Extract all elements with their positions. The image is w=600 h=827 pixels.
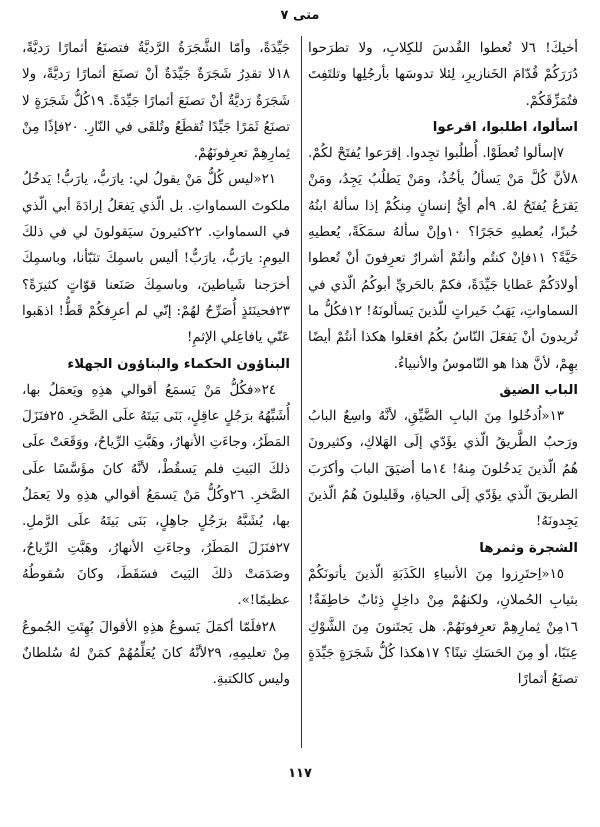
paragraph: ١٣«اُدخُلوا مِنَ البابِ الضَّيِّقِ، لأنَّهُ واسِعٌ البابُ ورَحبٌ الطَّريقُ الّذي يؤَدّي إلَى الهَلاكِ، وكثيرونَ هُمُ الّذينَ يَدخُلونَ مِنهُ! ١٤ما أضيَقَ البابَ وأكرَبَ الطريقَ الّذي يؤَدّي إلَى الحياةِ، وقَليلونَ هُمُ الّذينَ يَجِدونَهُ!: [308, 409, 578, 530]
right-column: [308, 36, 578, 756]
running-head: متى ٧: [280, 8, 320, 23]
paragraph: جَيِّدَةً، وأمّا الشَّجَرَةُ الرَّديَّةُ فتصنَعُ أثمارًا رَديَّةً، ١٨لا تقدِرُ شَجَرَةٌ جَيِّدَةٌ أنْ تصنَعَ أثمارًا رَديَّةً، ولا شَجَرَةٌ رَديَّةٌ أنْ تصنَعَ أثمارًا جَيِّدَةً. ١٩كُلُّ شَجَرَةٍ لا تصنَعُ ثَمَرًا جَيِّدًا تُقطَعُ وتُلقَى في النّارِ. ٢٠فإذًا مِنْ ثِمارِهِمْ تعرِفونَهُمْ.: [22, 41, 290, 162]
section-heading: اسألوا، اطلبوا، اقرعوا: [432, 119, 578, 135]
section-heading: الباب الضيق: [499, 382, 578, 398]
paragraph: ٢١«ليس كُلُّ مَنْ يقولُ لي: يارَبُّ، يارَبُّ! يَدخُلُ ملكوتَ السماواتِ. بل الّذي يَفعَلُ إرادَةَ أبي الّذي في السماواتِ. ٢٢كثيرونَ سيَقولونَ لي في ذلكَ اليومِ: يارَبُّ، يارَبُّ! أليس باسمِكَ تنَبّأنا، وباسمِكَ أخرَجنا شَياطينَ، وباسمِكَ صَنَعنا قوّاتٍ كثيرَةً؟ ٢٣فحينَئذٍ أُصَرِّحُ لهُمْ: إنّي لم أعرِفكُمْ قَطُّ! اذهَبوا عَنّي يافاعِلي الإثمِ!: [22, 172, 290, 346]
page-number: ١١٧: [288, 766, 312, 781]
column-divider: [301, 36, 302, 748]
section-heading: الشجرة وثمرها: [479, 540, 578, 556]
paragraph: ١٥«اِحتَرِزوا مِنَ الأنبياءِ الكَذَبَةِ الّذينَ يأتونَكُمْ بثيابِ الحُملانِ، ولكنهُمْ مِنْ داخِلٍ ذِئابٌ خاطِفَةٌ! ١٦مِنْ ثِمارِهِمْ تعرِفونَهُمْ. هل يَجتَنونَ مِنَ الشَّوْكِ عِنَبًا، أو مِنَ الحَسَكِ تينًا؟ ١٧هكذا كُلُّ شَجَرَةٍ جَيِّدَةٍ تصنَعُ أثمارًا: [308, 566, 578, 688]
section-heading: البناؤون الحكماء والبناؤون الجهلاء: [67, 356, 290, 372]
paragraph: ٢٤«فكُلُّ مَنْ يَسمَعُ أقوالي هذِهِ ويَعمَلُ بها، أُشَبِّهُهُ برَجُلٍ عاقِلٍ، بَنَى بَيتَهُ علَى الصَّخرِ. ٢٥فنَزَلَ المَطَرُ، وجاءَتِ الأنهارُ، وهَبَّتِ الرِّياحُ، ووَقَعَتْ علَى ذلكَ البَيتِ فلم يَسقُطْ، لأنَّهُ كانَ مؤَسَّسًا علَى الصَّخرِ. ٢٦وكُلُّ مَنْ يَسمَعُ أقوالي هذِهِ ولا يَعمَلُ بها، يُشَبَّهُ برَجُلٍ جاهِلٍ، بَنَى بَيتَهُ علَى الرَّملِ. ٢٧فنَزَلَ المَطَرُ، وجاءَتِ الأنهارُ، وهَبَّتِ الرِّياحُ، وصَدَمَتْ ذلكَ البَيتَ فسَقَطَ، وكانَ سُقوطُهُ عظيمًا!».: [22, 382, 290, 609]
paragraph: أخيكَ! ٦لا تُعطوا القُدسَ للكِلابِ، ولا تطرَحوا دُرَرَكُمْ قُدّامَ الخَنازيرِ، لِئلا تدوسَها بأرجُلِها وتلتَفِتَ فتُمَزِّقَكُمْ.: [308, 41, 578, 109]
paragraph: ٧إسألوا تُعطَوْا. أُطلُبوا تجِدوا. إقرَعوا يُفتَحْ لكُمْ. ٨لأنَّ كُلَّ مَنْ يَسألُ يأخُذُ، ومَنْ يَطلُبُ يَجِدُ، ومَنْ يَقرَعُ يُفتَحُ لهُ. ٩أم أيُّ إنسانٍ مِنكُمْ إذا سألهُ ابنُهُ خُبزًا، يُعطيهِ حَجَرًا؟ ١٠وإنْ سألهُ سمَكَةً، يُعطيهِ حَيَّةً؟ ١١فإنْ كنتُم وأنتُمْ أشرارٌ تعرِفونَ أنْ تُعطوا أولادَكُمْ عَطايا جَيِّدَةً، فكمْ بالحَريِّ أبوكُمُ الّذي في السماواتِ، يَهَبُ خَيراتٍ للّذينَ يَسألونَهُ! ١٢فكُلُّ ما تُريدونَ أنْ يَفعَلَ النّاسُ بكُمُ افعَلوا هكذا أنتُمْ أيضًا بهِمْ، لأنَّ هذا هو النّاموسُ والأنبياءُ.: [308, 146, 578, 372]
two-column-body: [22, 36, 578, 756]
left-column: [22, 36, 290, 756]
paragraph: ٢٨فلَمّا أكمَلَ يَسوعُ هذِهِ الأقوالَ بُهِتَتِ الجُموعُ مِنْ تعليمِهِ، ٢٩لأنَّهُ كانَ يُعَلِّمُهُمْ كمَنْ لهُ سُلطانٌ وليس كالكتبةِ.: [22, 619, 290, 688]
